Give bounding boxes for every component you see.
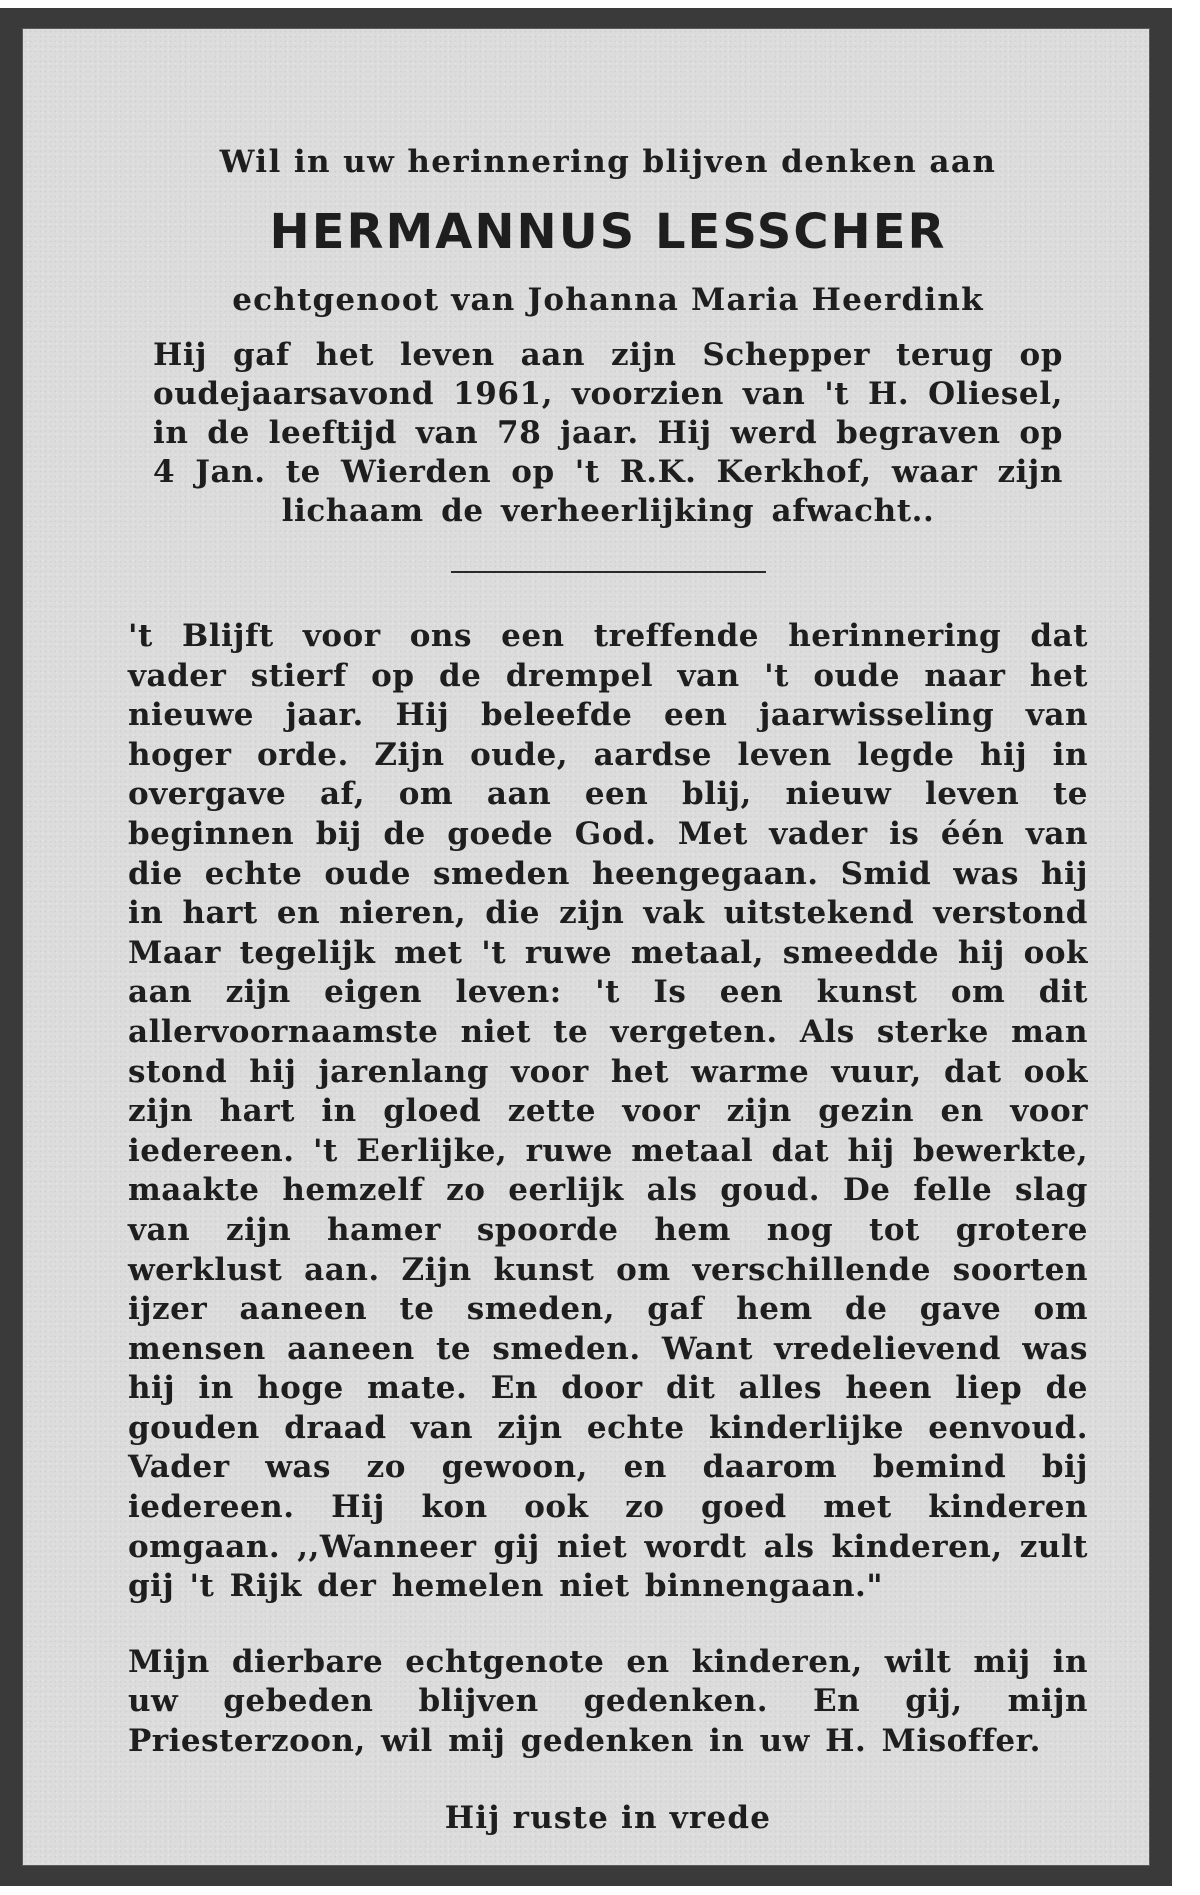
memorial-card bbox=[0, 8, 1172, 1886]
prayer-paragraph: Mijn dierbare echtgenote en kinderen, wilt mij in uw gebeden blijven gedenken. En gij, mijn Priesterzoon, wil mij gedenken in uw H. Misoffer. bbox=[128, 1643, 1088, 1760]
closing-line: Hij ruste in vrede bbox=[444, 1799, 772, 1836]
tribute-paragraph: 't Blijft voor ons een treffende herinnering dat vader stierf op de drempel van 't oude naar het nieuwe jaar. Hij beleefde een jaarwisseling van hoger orde. Zijn oude, aardse leven legde hij in overgave af, om aan een blij, nieuw leven te beginnen bij de goede God. Met vader is één van die echte oude smeden heengegaan. Smid was hij in hart en nieren, die zijn vak uitstekend verstond Maar tegelijk met 't ruwe metaal, smeedde hij ook aan zijn eigen leven: 't Is een kunst om dit allervoornaamste niet te vergeten. Als sterke man stond hij jarenlang voor het warme vuur, dat ook zijn hart in gloed zette voor zijn gezin en voor iedereen. 't Eerlijke, ruwe metaal dat hij bewerkte, maakte hemzelf zo eerlijk als goud. De felle slag van zijn hamer spoorde hem nog tot grotere werklust aan. Zijn kunst om verschillende soorten ijzer aaneen te smeden, gaf hem de gave om mensen aaneen te smeden. Want vredelievend was hij in hoge mate. En door dit alles heen liep de gouden draad van zijn echte kinderlijke eenvoud. Vader was zo gewoon, en daarom bemind bij iedereen. Hij kon ook zo goed met kinderen omgaan. ,,Wanneer gij niet wordt als kinderen, zult gij 't Rijk der hemelen niet binnengaan." bbox=[128, 618, 1088, 1605]
biography-paragraph: Hij gaf het leven aan zijn Schepper terug op oudejaarsavond 1961, voorzien van 't H. Oliesel, in de leeftijd van 78 jaar. Hij werd begraven op 4 Jan. te Wierden op 't R.K. Kerkhof, waar zijn lichaam de verheerlijking afwacht.. bbox=[153, 337, 1063, 529]
deceased-name: HERMANNUS LESSCHER bbox=[269, 204, 947, 260]
intro-line: Wil in uw herinnering blijven denken aan bbox=[219, 144, 997, 180]
spouse-line: echtgenoot van Johanna Maria Heerdink bbox=[232, 282, 984, 318]
divider-rule bbox=[451, 571, 766, 573]
card-content bbox=[128, 142, 1088, 1838]
card-paper bbox=[22, 28, 1150, 1866]
